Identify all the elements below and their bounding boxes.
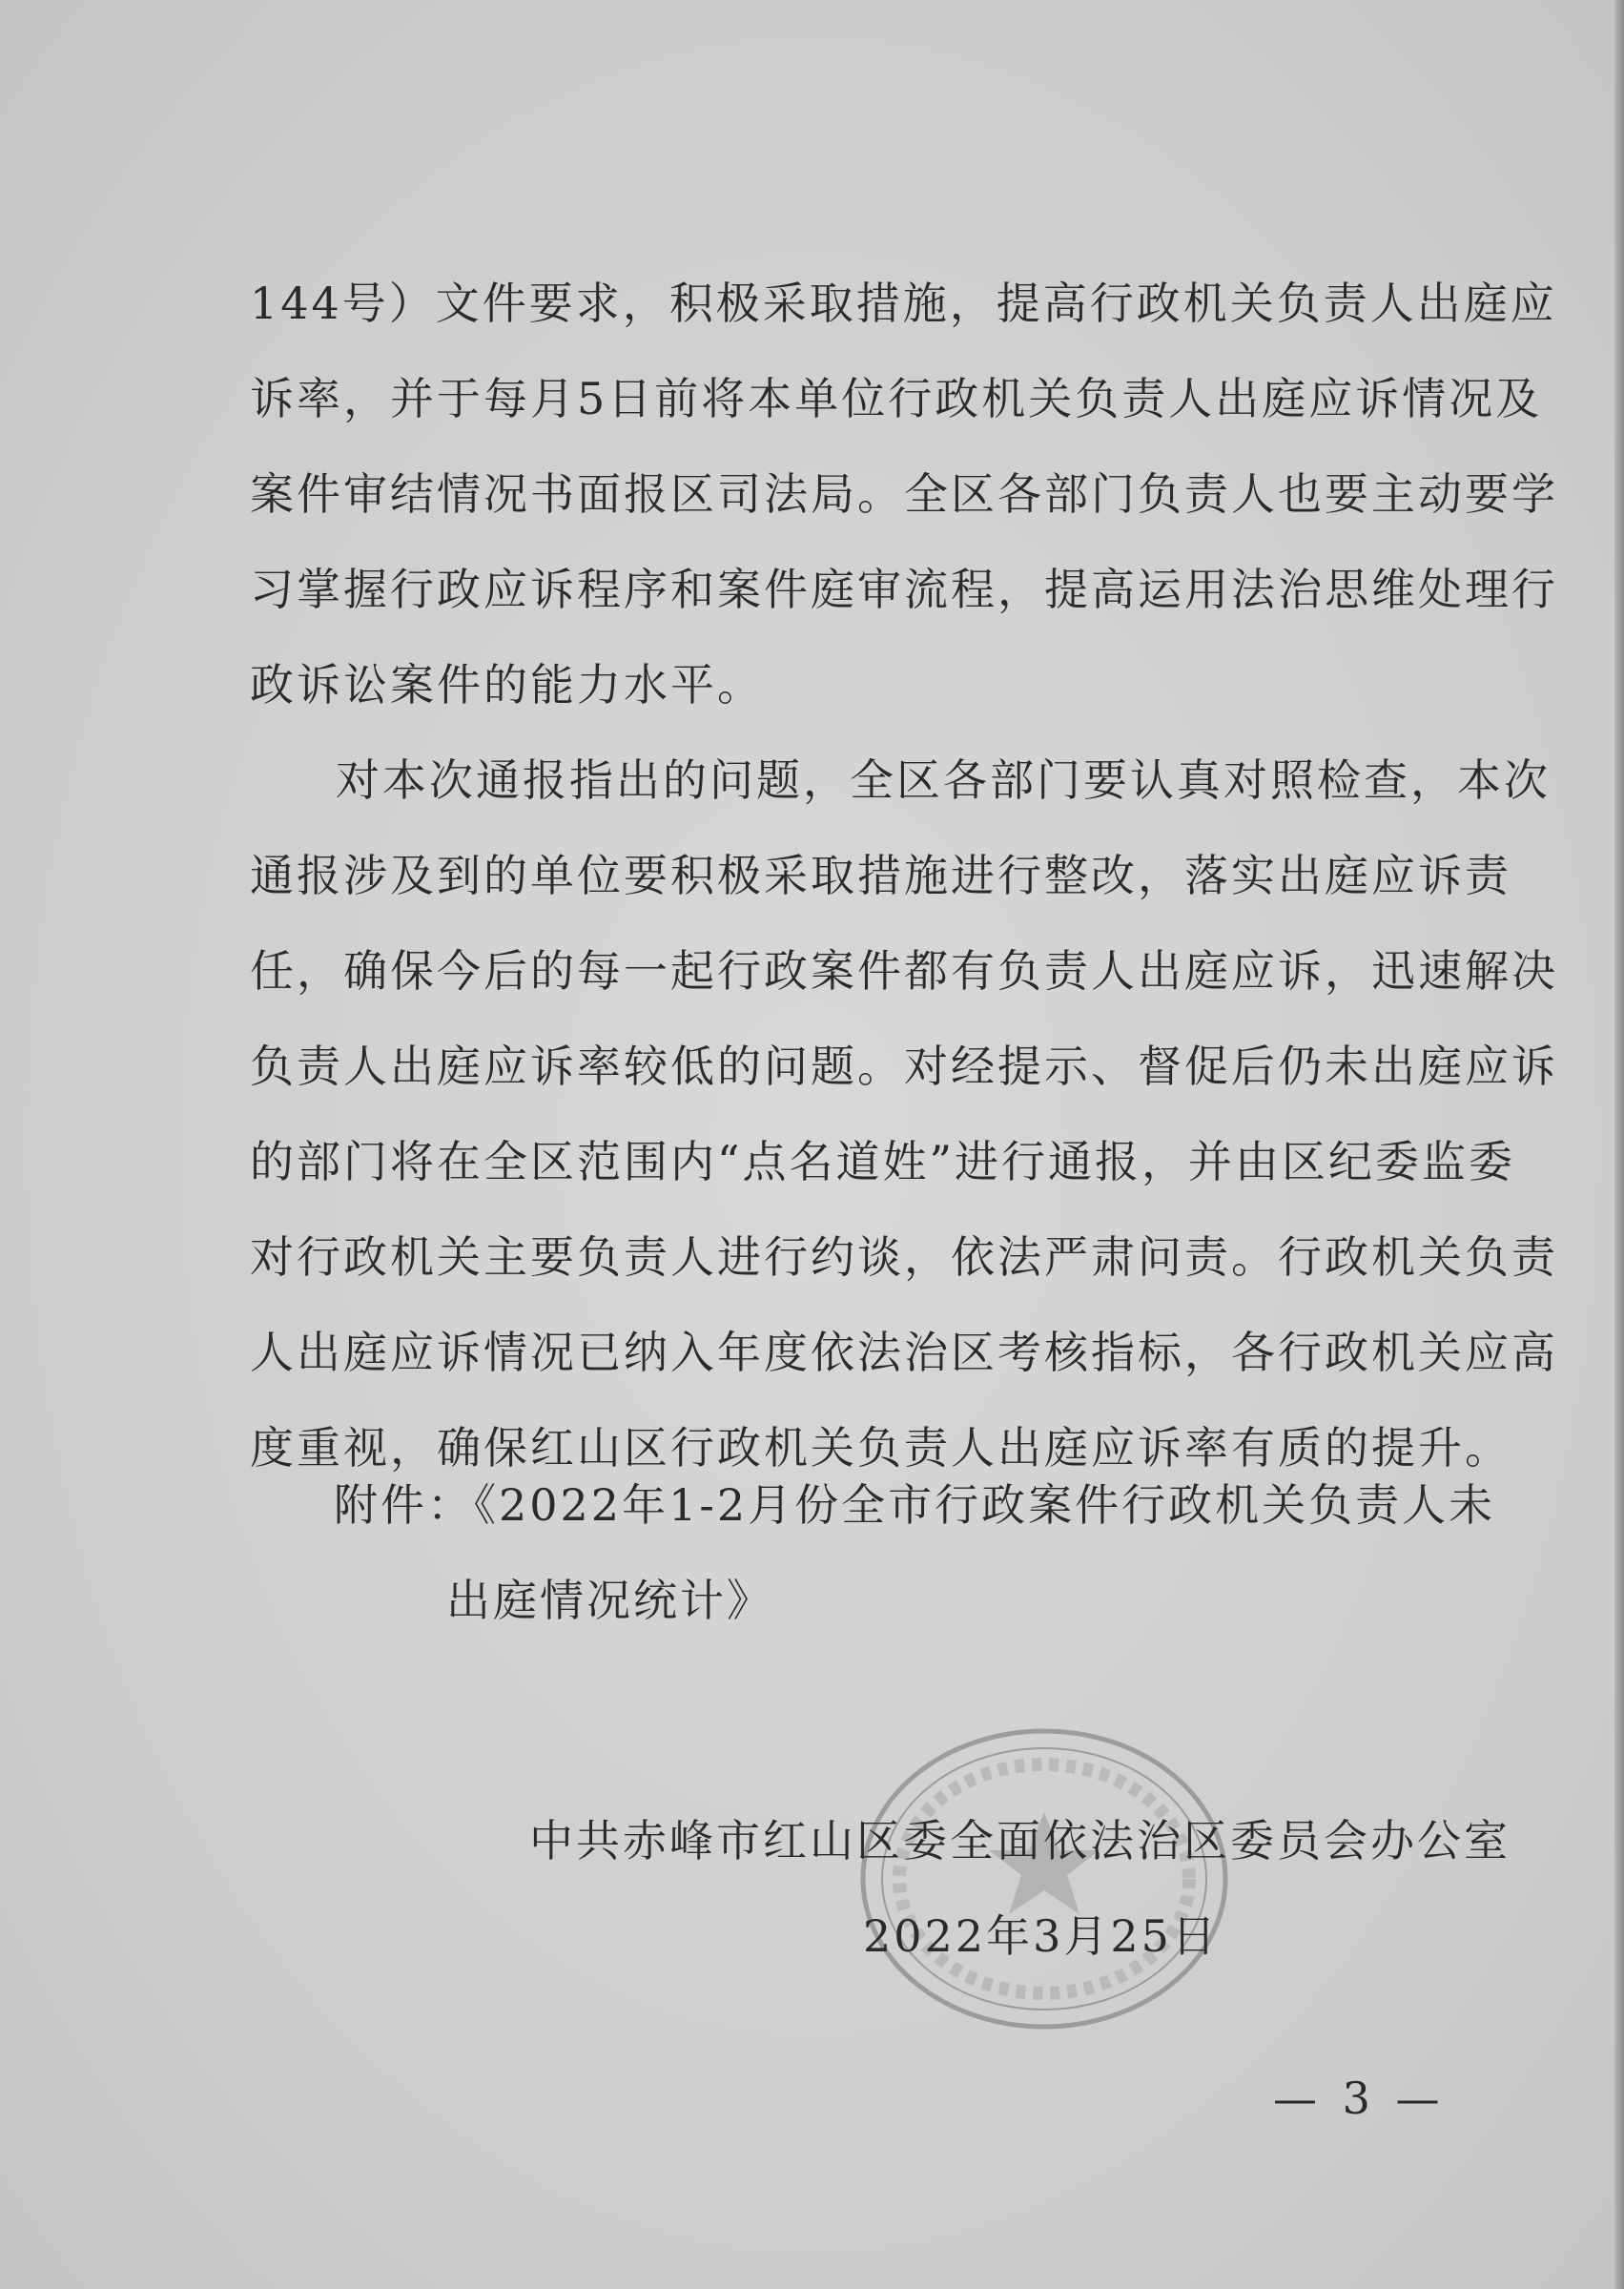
body-line: 对本次通报指出的问题，全区各部门要认真对照检查，本次: [336, 754, 1551, 806]
page-number: — 3 —: [1273, 2072, 1446, 2124]
body-line: 人出庭应诉情况已纳入年度依法治区考核指标，各行政机关应高: [250, 1327, 1558, 1378]
body-line: 144号）文件要求，积极采取措施，提高行政机关负责人出庭应: [250, 278, 1557, 329]
issuer-name: 中共赤峰市红山区委全面依法治区委员会办公室: [529, 1815, 1511, 1866]
body-line: 习掌握行政应诉程序和案件庭审流程，提高运用法治思维处理行: [250, 564, 1558, 615]
body-line: 诉率，并于每月5日前将本单位行政机关负责人出庭应诉情况及: [250, 373, 1543, 424]
body-line: 度重视，确保红山区行政机关负责人出庭应诉率有质的提升。: [250, 1422, 1511, 1474]
scan-edge: [1614, 0, 1624, 2289]
attachment-line: 附件：《2022年1-2月份全市行政案件行政机关负责人未: [334, 1479, 1496, 1531]
body-line: 任，确保今后的每一起行政案件都有负责人出庭应诉，迅速解决: [250, 945, 1558, 997]
body-text: [250, 256, 1558, 1495]
body-line: 对行政机关主要负责人进行约谈，依法严肃问责。行政机关负责: [250, 1231, 1558, 1283]
body-line: 案件审结情况书面报区司法局。全区各部门负责人也要主动要学: [250, 468, 1558, 520]
body-line: 负责人出庭应诉率较低的问题。对经提示、督促后仍未出庭应诉: [250, 1041, 1558, 1092]
body-line: 通报涉及到的单位要积极采取措施进行整改，落实出庭应诉责: [250, 850, 1511, 901]
issue-date: 2022年3月25日: [863, 1910, 1219, 1962]
body-line: 政诉讼案件的能力水平。: [250, 659, 764, 711]
attachment-line: 出庭情况统计》: [446, 1575, 773, 1626]
body-line: 的部门将在全区范围内“点名道姓”进行通报，并由区纪委监委: [250, 1136, 1516, 1187]
